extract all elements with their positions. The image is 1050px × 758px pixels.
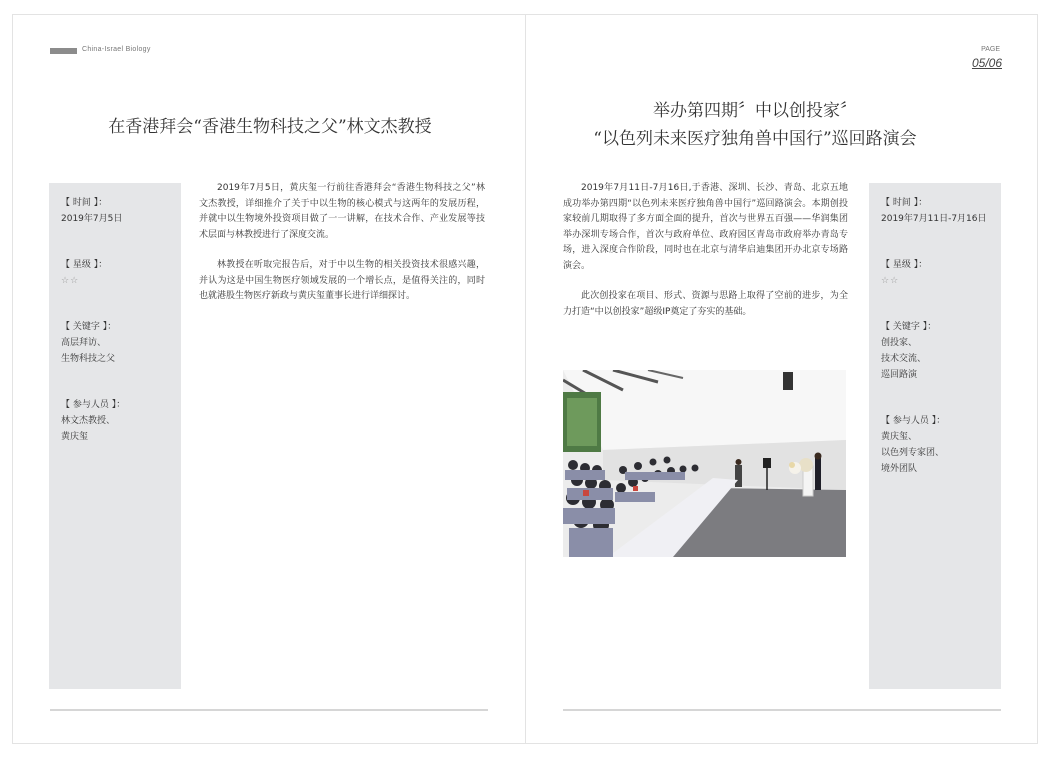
keyword-item: 技术交流、: [881, 354, 927, 364]
participants-label: 【 参与人员 】：: [61, 400, 126, 410]
time-value: 2019年7月11日-7月16日: [881, 214, 987, 224]
left-info-sidebar: [49, 183, 181, 689]
keywords-label: 【 关键字 】：: [61, 322, 117, 332]
keywords-label: 【 关键字 】：: [881, 322, 937, 332]
keyword-item: 巡回路演: [881, 370, 918, 380]
keyword-item: 高层拜访、: [61, 338, 107, 348]
level-label: 【 星级 】：: [61, 260, 108, 270]
keyword-item: 生物科技之父: [61, 354, 116, 364]
paragraph: 2019年7月5日，黄庆玺一行前往香港拜会“香港生物科技之父”林文杰教授，详细推介了关于中以生物的核心模式与这两年的发展历程，并就中以生物境外投资项目做了一一讲解，在技术合作、产业发展等技术层面与林教授进行了深度交流。: [199, 183, 485, 240]
paragraph: 2019年7月11日-7月16日,于香港、深圳、长沙、青岛、北京五地成功举办第四期“以色列未来医疗独角兽中国行”巡回路演会。本期创投家较前几期取得了多方面全面的提升，首次与世界五百强——华润集团举办深圳专场合作，首次与政府单位、政府园区青岛市政府举办青岛专场，进入深度合作阶段，同时也在北京与清华启迪集团开办北京专场路演会。: [563, 183, 848, 271]
keywords-group: [881, 319, 989, 383]
star-rating: ☆☆: [61, 276, 80, 286]
level-label: 【 星级 】：: [881, 260, 928, 270]
left-footer-rule: [50, 709, 488, 711]
right-article-title: [555, 97, 955, 153]
keyword-item: 创投家、: [881, 338, 918, 348]
right-footer-rule: [563, 709, 1001, 711]
time-group: [61, 195, 169, 227]
event-photo: [563, 370, 846, 557]
keywords-group: [61, 319, 169, 367]
paragraph: 此次创投家在项目、形式、资源与思路上取得了空前的进步，为全力打造“中以创投家”超级IP奠定了夯实的基础。: [563, 291, 848, 317]
time-group: [881, 195, 989, 227]
participant-item: 境外团队: [881, 464, 918, 474]
participants-group: [61, 397, 169, 445]
left-article-body: [199, 181, 485, 320]
title-line-1: 举办第四期〞中以创投家〞: [653, 101, 857, 121]
time-value: 2019年7月5日: [61, 214, 123, 224]
participant-item: 以色列专家团、: [881, 448, 945, 458]
header-marker: [50, 48, 77, 54]
page-spine: [525, 14, 526, 744]
title-line-2: “以色列未来医疗独角兽中国行”巡回路演会: [593, 129, 917, 149]
left-article-title: 在香港拜会“香港生物科技之父”林文杰教授: [108, 117, 432, 137]
right-article-body: [563, 181, 848, 335]
participant-item: 黄庆玺: [61, 432, 89, 442]
participant-item: 黄庆玺、: [881, 432, 918, 442]
page-number: 05/06: [971, 56, 1002, 70]
participants-label: 【 参与人员 】：: [881, 416, 946, 426]
participant-item: 林文杰教授、: [61, 416, 116, 426]
time-label: 【 时间 】：: [881, 198, 928, 208]
participants-group: [881, 413, 989, 477]
star-rating: ☆☆: [881, 276, 900, 286]
level-group: [881, 257, 989, 289]
level-group: [61, 257, 169, 289]
right-info-sidebar: [869, 183, 1001, 689]
time-label: 【 时间 】：: [61, 198, 108, 208]
page-word: PAGE: [981, 46, 1000, 53]
brand-label: China-Israel Biology: [82, 46, 151, 53]
paragraph: 林教授在听取完报告后，对于中以生物的相关投资技术很感兴趣，并认为这是中国生物医疗领域发展的一个增长点，是值得关注的，同时也就港股生物医疗新政与黄庆玺董事长进行详细探讨。: [199, 260, 485, 301]
